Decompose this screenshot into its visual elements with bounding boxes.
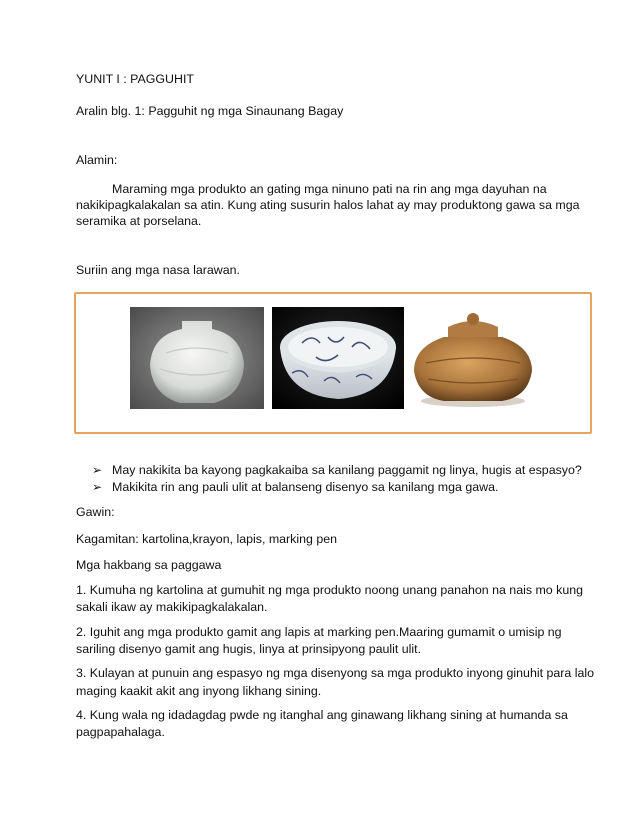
photo-frame [74, 292, 592, 434]
lidded-jar-photo [404, 307, 542, 409]
steps-heading: Mga hakbang sa paggawa [76, 558, 222, 572]
ceramic-jar-photo [130, 307, 264, 409]
list-item [92, 479, 582, 496]
step-3-line-1: 3. Kulayan at punuin ang espasyo ng mga disenyong sa mga produkto inyong ginuhit para lalo [76, 666, 595, 680]
step-4-line-2: pagpapahalaga. [76, 725, 165, 739]
alamin-line-2: nakikipagkalakalan sa atin. Kung ating susurin halos lahat ay may produktong gawa sa mga [76, 198, 580, 212]
gawin-heading: Gawin: [76, 505, 115, 519]
list-item [92, 462, 582, 479]
step-1-line-2: sakali ikaw ay makikipagkalakalan. [76, 600, 268, 614]
porcelain-bowl-photo [272, 307, 404, 409]
arrow-bullet-icon: ➢ [92, 463, 103, 477]
alamin-line-1: Maraming mga produkto an gating mga ninuno pati na rin ang mga dayuhan na [112, 182, 547, 196]
arrow-bullet-icon: ➢ [92, 480, 103, 494]
materials-text: Kagamitan: kartolina,krayon, lapis, marking pen [76, 532, 338, 546]
bullet-text: Makikita rin ang pauli ulit at balanseng disenyo sa kanilang mga gawa. [112, 480, 499, 494]
step-2-line-2: sariling disenyo gamit ang hugis, linya at prinsipyong paulit ulit. [76, 642, 422, 656]
step-4-line-1: 4. Kung wala ng idadagdag pwde ng itanghal ang ginawang likhang sining at humanda sa [76, 708, 568, 722]
bullet-text: May nakikita ba kayong pagkakaiba sa kanilang paggamit ng linya, hugis at espasyo? [112, 463, 582, 477]
unit-title: YUNIT I : PAGGUHIT [76, 72, 194, 86]
alamin-line-3: seramika at porselana. [76, 214, 202, 228]
step-3-line-2: maging kaakit akit ang inyong likhang sining. [76, 684, 322, 698]
step-1-line-1: 1. Kumuha ng kartolina at gumuhit ng mga produkto noong unang panahon na nais mo kung [76, 583, 583, 597]
step-2-line-1: 2. Iguhit ang mga produkto gamit ang lapis at marking pen.Maaring gumamit o umisip ng [76, 625, 562, 639]
suriin-text: Suriin ang mga nasa larawan. [76, 263, 240, 277]
lesson-title: Aralin blg. 1: Pagguhit ng mga Sinaunang Bagay [76, 104, 344, 118]
question-list [92, 462, 582, 496]
alamin-heading: Alamin: [76, 153, 118, 167]
